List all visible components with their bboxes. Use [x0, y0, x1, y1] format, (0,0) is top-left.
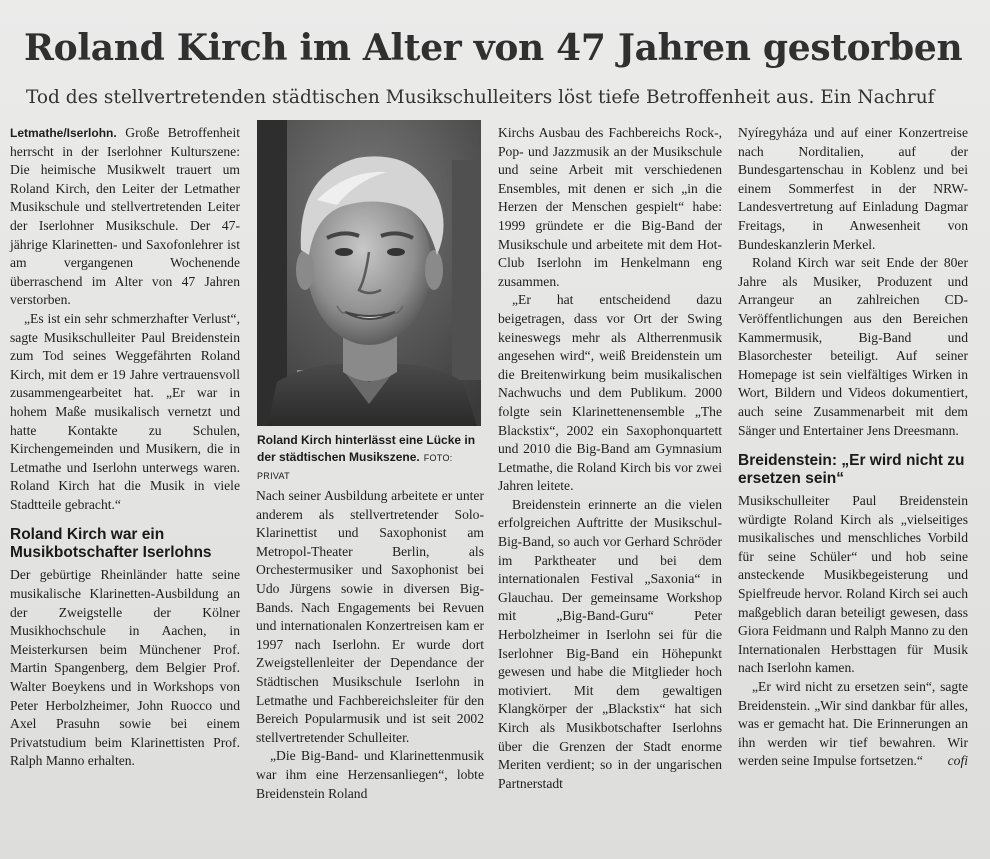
paragraph-text: „Er wird nicht zu ersetzen sein“, sagte Breidenstein. „Wir sind dankbar für alles, was er gemacht hat. Die Erinnerungen an ihn werden wir tief bewahren. Wir werden seine Impulse fortsetzen.“ — [738, 679, 968, 769]
headline: Roland Kirch im Alter von 47 Jahren gestorben — [24, 27, 963, 69]
paragraph: „Es ist ein sehr schmerzhafter Verlust“, sagte Musikschulleiter Paul Breidenstein zum Tod seines Weggefährten Roland Kirch, mit dem er 19 Jahre vertrauensvoll zusammengearbeitet hat. „Er war in hohem Maße musikalisch vernetzt und hatte Kontakte zu Schulen, Kirchengemeinden und Musikern, die in Letmathe und Iserlohn unterwegs waren. Roland Kirch hat die Musik in viele Stadtteile gebracht.“ — [10, 310, 240, 512]
paragraph: Nyíregyháza und auf einer Konzertreise nach Norditalien, auf der Bundesgartenschau in Koblenz und bei einem Sommerfest in der NRW-Landesvertretung auf Einladung Dagmar Freitags, in Anwesenheit von Bundeskanzlerin Merkel. — [738, 125, 968, 252]
column-3 — [498, 124, 722, 793]
section-subheading: Breidenstein: „Er wird nicht zu ersetzen sein“ — [738, 452, 965, 488]
column-2 — [256, 487, 484, 803]
section-subheading: Roland Kirch war ein Musikbotschafter Iserlohns — [10, 526, 212, 562]
paragraph: „Die Big-Band- und Klarinettenmusik war ihm eine Herzensanliegen“, lobte Breidenstein Roland — [256, 748, 484, 801]
photo-caption — [257, 432, 485, 485]
paragraph: Kirchs Ausbau des Fachbereichs Rock-, Pop- und Jazzmusik an der Musikschule und seine Arbeit mit verschiedenen Ensembles, mit denen er sich „in die Herzen der Menschen gespielt“ habe: 1999 gründete er die Big-Band der Musikschule und arbeitete mit dem Hot-Club Iserlohn im Henkelmann eng zusammen. — [498, 125, 722, 289]
paragraph: Breidenstein erinnerte an die vielen erfolgreichen Auftritte der Musikschul-Big-Band, so auch vor Gerhard Schröder im Parktheater und bei dem internationalen Festival „Saxonia“ in Glauchau. Der gemeinsame Workshop mit „Big-Band-Guru“ Peter Herbolzheimer in Iserlohn sei für die Iserlohner Big-Band ein Höhepunkt gewesen und habe die Mitglieder hoch motiviert. Mit dem gewaltigen Klangkörper der „Blackstix“ hat sich Kirch als Musikbotschafter Iserlohns über die Grenzen der Stadt enorme Meriten verdient; so in der ungarischen Partnerstadt — [498, 496, 722, 791]
caption-text: Roland Kirch hinterlässt eine Lücke in der städtischen Musikszene. — [257, 433, 476, 464]
paragraph-text: Große Betroffenheit herrscht in der Iserlohner Kulturszene: Die heimische Musikwelt trauert um Roland Kirch, den Leiter der Letmather Musikschule und stellvertretenden Leiter der Iserlohner Musikschule. Der 47-jährige Klarinetten- und Saxofonlehrer ist am vergangenen Wochenende überraschend im Alter von 47 Jahren verstorben. — [10, 125, 240, 308]
dateline: Letmathe/Iserlohn. — [10, 126, 117, 140]
photo-credit: FOTO: PRIVAT — [257, 453, 453, 481]
subheadline: Tod des stellvertretenden städtischen Musikschulleiters löst tiefe Betroffenheit aus. Ein Nachruf — [26, 87, 935, 108]
portrait-image — [257, 120, 481, 426]
column-1 — [10, 124, 240, 771]
paragraph: Musikschulleiter Paul Breidenstein würdigte Roland Kirch als „vielseitiges musikalisches und menschliches Vorbild für seine Schüler“ und hob seine ansteckende Musikbegeisterung und Spielfreude hervor. Roland Kirch sei auch maßgeblich daran beteiligt gewesen, dass Giora Feidmann und Ralph Manno zu den Internationalen Herbsttagen für Musik nach Iserlohn kamen. — [738, 493, 968, 676]
paragraph: Der gebürtige Rheinländer hatte seine musikalische Klarinetten-Ausbildung an der Zweigstelle der Kölner Musikhochschule in Aachen, in Meisterkursen beim Münchener Prof. Martin Spangenberg, dem Belgier Prof. Walter Boeykens und in Workshops von Peter Herbolzheimer, John Ruocco und Axel Prasuhn sowie bei einem Privatstudium beim Klarinettisten Prof. Ralph Manno erhalten. — [10, 567, 240, 769]
portrait-photo — [257, 120, 481, 426]
column-4 — [738, 124, 968, 771]
paragraph: „Er hat entscheidend dazu beigetragen, dass vor Ort der Swing keineswegs mehr als Altherrenmusik angesehen wird“, weiß Breidenstein um die Breitenwirkung beim musikalischen Nachwuchs und dem Publikum. 2000 folgte sein Klarinettenensemble „The Blackstix“, 2002 ein Saxophonquartett und 2010 die Big-Band am Gymnasium Letmathe, die Roland Kirch bis vor zwei Jahren leitete. — [498, 292, 722, 494]
paragraph — [738, 678, 968, 771]
paragraph: Roland Kirch war seit Ende der 80er Jahre als Musiker, Produzent und Arrangeur an zahlreichen CD-Veröffentlichungen aus den Bereichen Kammermusik, Big-Band und Blasorchester beteiligt. Auf seiner Homepage ist sein vielfältiges Wirken in Wort, Bildern und Videos dokumentiert, auch seine Zusammenarbeit mit dem Sänger und Entertainer Jens Dreesmann. — [738, 255, 968, 438]
paragraph: Nach seiner Ausbildung arbeitete er unter anderem als stellvertretender Solo-Klarinettist und Saxophonist am Metropol-Theater Berlin, als Orchestermusiker und Saxophonist bei Udo Jürgens sowie in diversen Big-Bands. Nach Engagements bei Revuen und internationalen Konzertreisen kam er 1997 nach Iserlohn. Er wurde dort Zweigstellenleiter der Dependance der Städtischen Musikschule Iserlohn in Letmathe und Fachbereichsleiter für den Bereich Popularmusik und ist seit 2002 stellvertretender Schulleiter. — [256, 488, 484, 745]
author-signature: cofi — [947, 753, 968, 769]
paragraph — [10, 124, 240, 310]
